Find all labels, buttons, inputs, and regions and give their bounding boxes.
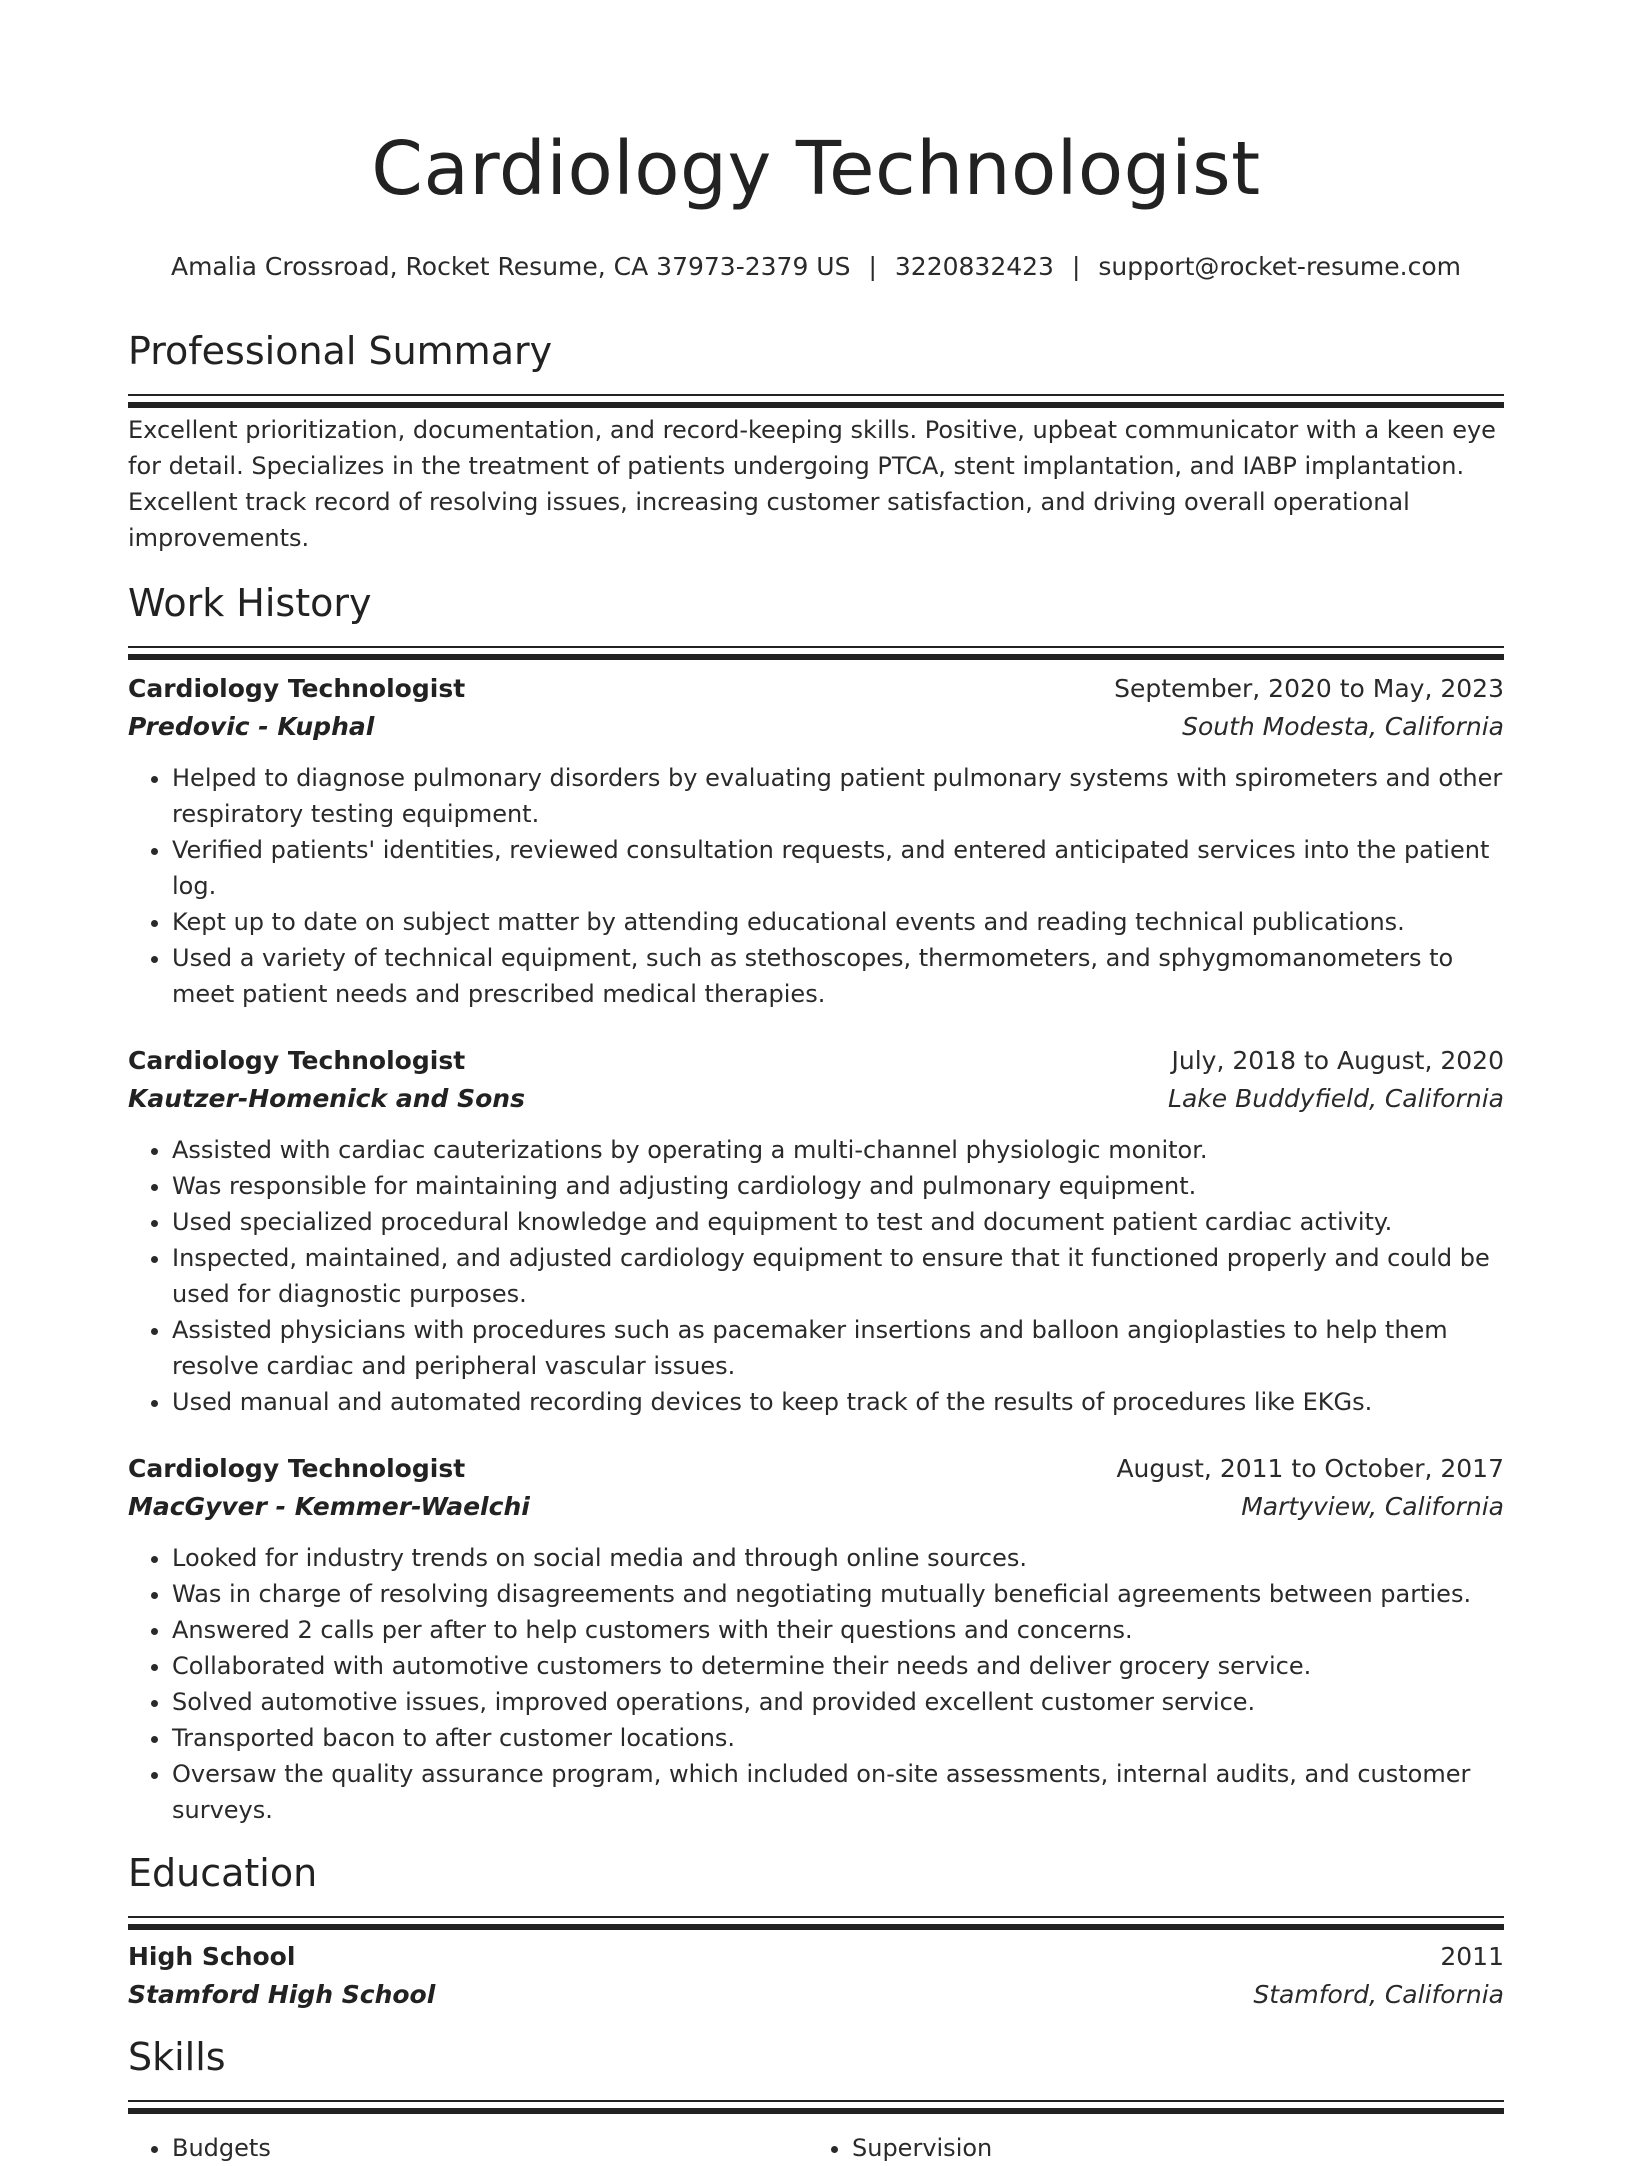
resume-title: Cardiology Technologist bbox=[371, 126, 1261, 212]
job-entry bbox=[128, 1042, 1504, 1420]
list-item: • Kept up to date on subject matter by attending educational events and reading technical publications. bbox=[172, 904, 1504, 940]
job-bullets bbox=[128, 760, 1504, 1012]
section-divider bbox=[128, 646, 1504, 648]
section-heading-work-history: Work History bbox=[128, 581, 372, 625]
list-item: • Answered 2 calls per after to help customers with their questions and concerns. bbox=[172, 1612, 1504, 1648]
list-item: • Used manual and automated recording devices to keep track of the results of procedures like EKGs. bbox=[172, 1384, 1504, 1420]
contact-line bbox=[128, 250, 1504, 284]
skills-column-left bbox=[128, 2130, 808, 2166]
list-item: • Assisted with cardiac cauterizations by operating a multi-channel physiologic monitor. bbox=[172, 1132, 1504, 1168]
company-name: MacGyver - Kemmer-Waelchi bbox=[128, 1492, 530, 1521]
skill-item: • Budgets bbox=[172, 2130, 808, 2166]
summary-section bbox=[128, 326, 1504, 556]
job-location: Lake Buddyfield, California bbox=[1168, 1084, 1504, 1113]
list-item: • Used specialized procedural knowledge and equipment to test and document patient cardiac activity. bbox=[172, 1204, 1504, 1240]
job-entry bbox=[128, 670, 1504, 1012]
job-bullets bbox=[128, 1132, 1504, 1420]
list-item: • Inspected, maintained, and adjusted cardiology equipment to ensure that it functioned properly and could be used for diagnostic purposes. bbox=[172, 1240, 1504, 1312]
section-divider bbox=[128, 1916, 1504, 1918]
job-dates: September, 2020 to May, 2023 bbox=[1114, 674, 1504, 703]
section-heading-summary: Professional Summary bbox=[128, 329, 553, 373]
list-item: • Was responsible for maintaining and adjusting cardiology and pulmonary equipment. bbox=[172, 1168, 1504, 1204]
contact-separator: | bbox=[1071, 252, 1081, 281]
list-item: • Was in charge of resolving disagreements and negotiating mutually beneficial agreements between parties. bbox=[172, 1576, 1504, 1612]
section-heading-education: Education bbox=[128, 1851, 318, 1895]
section-divider bbox=[128, 394, 1504, 396]
list-item: • Oversaw the quality assurance program, which included on-site assessments, internal audits, and customer surveys. bbox=[172, 1756, 1504, 1828]
job-dates: August, 2011 to October, 2017 bbox=[1116, 1454, 1504, 1483]
job-title: Cardiology Technologist bbox=[128, 674, 466, 703]
contact-separator: | bbox=[868, 252, 877, 281]
list-item: • Collaborated with automotive customers to determine their needs and deliver grocery service. bbox=[172, 1648, 1504, 1684]
skills-section bbox=[128, 2032, 1504, 2166]
resume-page bbox=[128, 0, 1504, 2166]
list-item: • Helped to diagnose pulmonary disorders by evaluating patient pulmonary systems with spirometers and other respiratory testing equipment. bbox=[172, 760, 1504, 832]
list-item: • Assisted physicians with procedures such as pacemaker insertions and balloon angioplasties to help them resolve cardiac and peripheral vascular issues. bbox=[172, 1312, 1504, 1384]
job-entry bbox=[128, 1450, 1504, 1828]
school-location: Stamford, California bbox=[1253, 1980, 1504, 2009]
job-bullets bbox=[128, 1540, 1504, 1828]
degree: High School bbox=[128, 1942, 296, 1971]
job-location: Martyview, California bbox=[1241, 1492, 1504, 1521]
contact-address: Amalia Crossroad, Rocket Resume, CA 37973-2379 US bbox=[170, 252, 851, 281]
section-divider bbox=[128, 2100, 1504, 2102]
company-name: Kautzer-Homenick and Sons bbox=[128, 1084, 525, 1113]
education-section bbox=[128, 1848, 1504, 2014]
education-entry bbox=[128, 1938, 1504, 2014]
work-history-section bbox=[128, 578, 1504, 1828]
contact-email: support@rocket-resume.com bbox=[1098, 252, 1462, 281]
list-item: • Verified patients' identities, reviewed consultation requests, and entered anticipated services into the patient log. bbox=[172, 832, 1504, 904]
school-name: Stamford High School bbox=[128, 1980, 436, 2009]
graduation-year: 2011 bbox=[1440, 1942, 1504, 1971]
skills-column-right bbox=[808, 2130, 1488, 2166]
job-title: Cardiology Technologist bbox=[128, 1046, 466, 1075]
list-item: • Used a variety of technical equipment, such as stethoscopes, thermometers, and sphygmomanometers to meet patient needs and prescribed medical therapies. bbox=[172, 940, 1504, 1012]
skill-item: • Supervision bbox=[852, 2130, 1488, 2166]
job-location: South Modesta, California bbox=[1182, 712, 1504, 741]
list-item: • Transported bacon to after customer locations. bbox=[172, 1720, 1504, 1756]
summary-text: Excellent prioritization, documentation, and record-keeping skills. Positive, upbeat communicator with a keen eye for detail. Specializes in the treatment of patients undergoing PTCA, stent implantation, and IABP implantation. Excellent track record of resolving issues, increasing customer satisfaction, and driving overall operational improvements. bbox=[128, 416, 1496, 552]
section-heading-skills: Skills bbox=[128, 2035, 226, 2079]
job-title: Cardiology Technologist bbox=[128, 1454, 466, 1483]
job-dates: July, 2018 to August, 2020 bbox=[1171, 1046, 1504, 1075]
list-item: • Solved automotive issues, improved operations, and provided excellent customer service. bbox=[172, 1684, 1504, 1720]
company-name: Predovic - Kuphal bbox=[128, 712, 375, 741]
contact-phone: 3220832423 bbox=[894, 252, 1054, 281]
list-item: • Looked for industry trends on social media and through online sources. bbox=[172, 1540, 1504, 1576]
skills-columns bbox=[128, 2130, 1504, 2166]
